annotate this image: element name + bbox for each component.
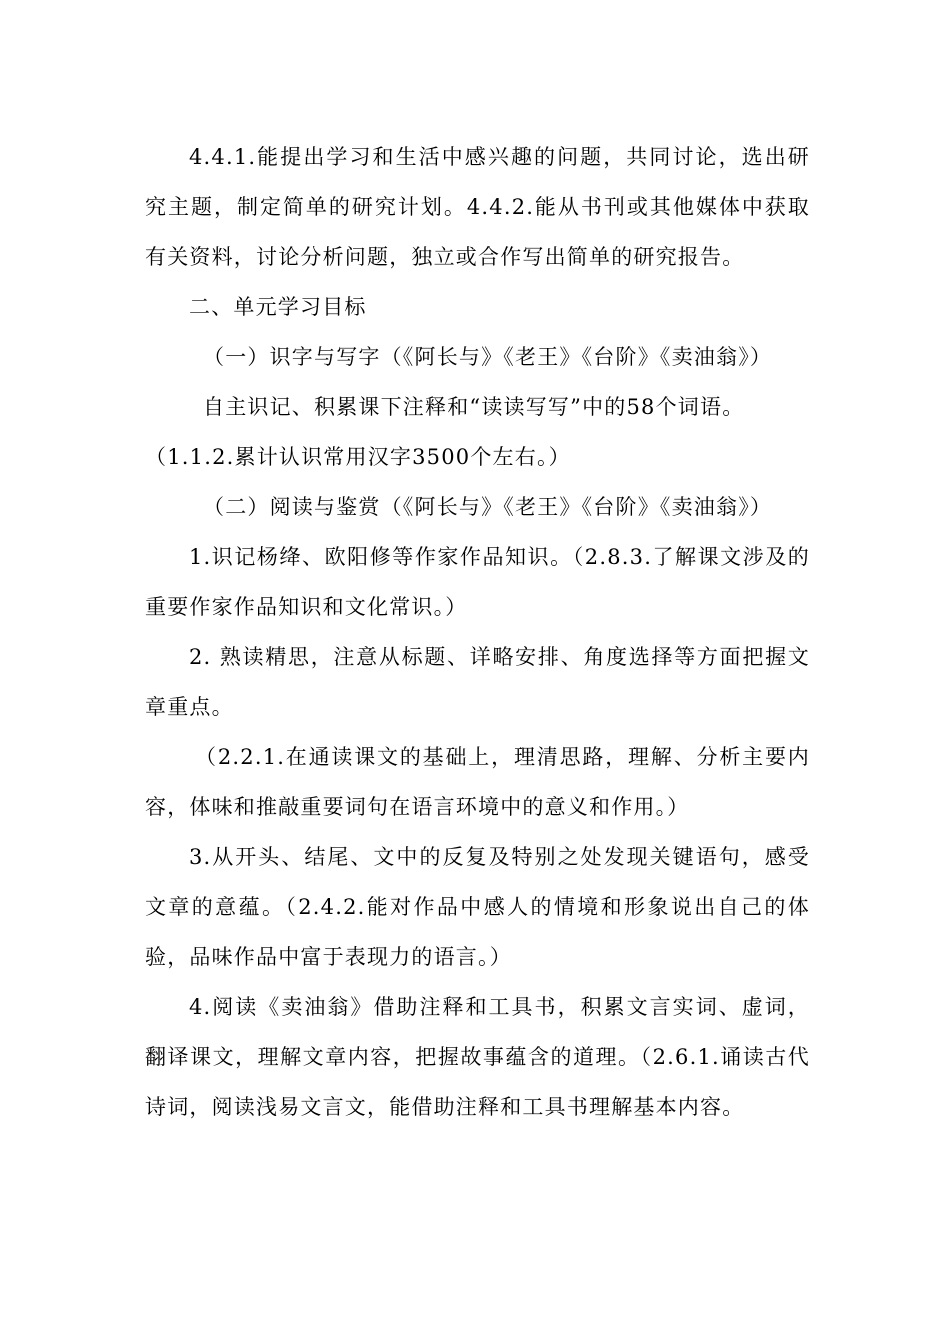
section-heading-unit-goals: 二、单元学习目标 [189, 295, 367, 319]
paragraph-goal-2: 2. 熟读精思，注意从标题、详略安排、角度选择等方面把握文章重点。 [145, 645, 810, 719]
document-body [145, 132, 810, 1132]
paragraph-goal-1: 1.识记杨绛、欧阳修等作家作品知识。（2.8.3.了解课文涉及的重要作家作品知识和文化常识。） [145, 545, 810, 619]
subheading-reading-appreciation: （二）阅读与鉴赏（《阿长与》《老王》《台阶》《卖油翁》） [203, 495, 773, 519]
paragraph-character-standard: （1.1.2.累计认识常用汉字3500个左右。） [145, 445, 571, 469]
paragraph-goal-4: 4.阅读《卖油翁》借助注释和工具书，积累文言实词、虚词，翻译课文，理解文章内容，把握故事蕴含的道理。（2.6.1.诵读古代诗词，阅读浅易文言文，能借助注释和工具书理解基本内容。 [145, 995, 810, 1119]
paragraph-goal-3: 3.从开头、结尾、文中的反复及特别之处发现关键语句，感受文章的意蕴。（2.4.2.能对作品中感人的情境和形象说出自己的体验，品味作品中富于表现力的语言。） [145, 845, 810, 969]
subheading-literacy-writing: （一）识字与写字（《阿长与》《老王》《台阶》《卖油翁》） [203, 345, 773, 369]
paragraph-standard-2-2-1: （2.2.1.在通读课文的基础上，理清思路，理解、分析主要内容，体味和推敲重要词句在语言环境中的意义和作用。） [145, 745, 810, 819]
paragraph-vocabulary: 自主识记、积累课下注释和“读读写写”中的58个词语。 [203, 395, 745, 419]
paragraph-research-standards: 4.4.1.能提出学习和生活中感兴趣的问题，共同讨论，选出研究主题，制定简单的研究计划。4.4.2.能从书刊或其他媒体中获取有关资料，讨论分析问题，独立或合作写出简单的研究报告。 [145, 145, 810, 269]
